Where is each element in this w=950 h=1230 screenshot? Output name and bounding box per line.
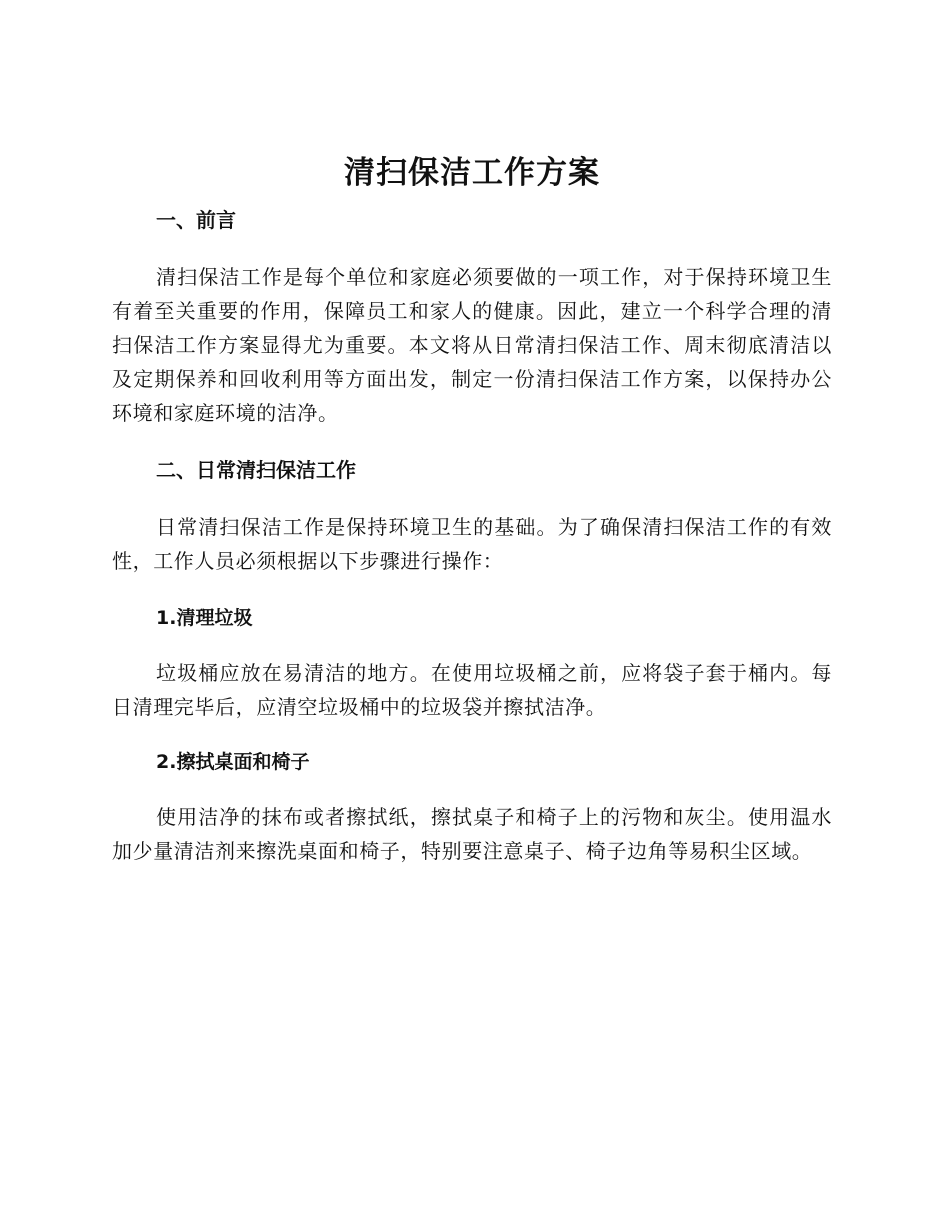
section-heading-preface: 一、前言: [156, 208, 236, 232]
step-paragraph-wipe-tables-chairs: 使用洁净的抹布或者擦拭纸，擦拭桌子和椅子上的污物和灰尘。使用温水加少量清洁剂来擦洗桌面和椅子，特别要注意桌子、椅子边角等易积尘区域。: [112, 805, 832, 863]
step-heading-clear-garbage: 1.清理垃圾: [156, 607, 253, 629]
step-paragraph-clear-garbage: 垃圾桶应放在易清洁的地方。在使用垃圾桶之前，应将袋子套于桶内。每日清理完毕后，应清空垃圾桶中的垃圾袋并擦拭洁净。: [112, 661, 832, 719]
document-page: [112, 150, 832, 868]
section-paragraph-daily-cleaning: 日常清扫保洁工作是保持环境卫生的基础。为了确保清扫保洁工作的有效性，工作人员必须根据以下步骤进行操作：: [112, 515, 832, 573]
section-heading-daily-cleaning: 二、日常清扫保洁工作: [156, 458, 356, 482]
step-heading-wipe-tables-chairs: 2.擦拭桌面和椅子: [156, 751, 310, 773]
document-title: 清扫保洁工作方案: [344, 155, 600, 191]
section-paragraph-preface: 清扫保洁工作是每个单位和家庭必须要做的一项工作，对于保持环境卫生有着至关重要的作用，保障员工和家人的健康。因此，建立一个科学合理的清扫保洁工作方案显得尤为重要。本文将从日常清扫保洁工作、周末彻底清洁以及定期保养和回收利用等方面出发，制定一份清扫保洁工作方案，以保持办公环境和家庭环境的洁净。: [112, 265, 832, 425]
